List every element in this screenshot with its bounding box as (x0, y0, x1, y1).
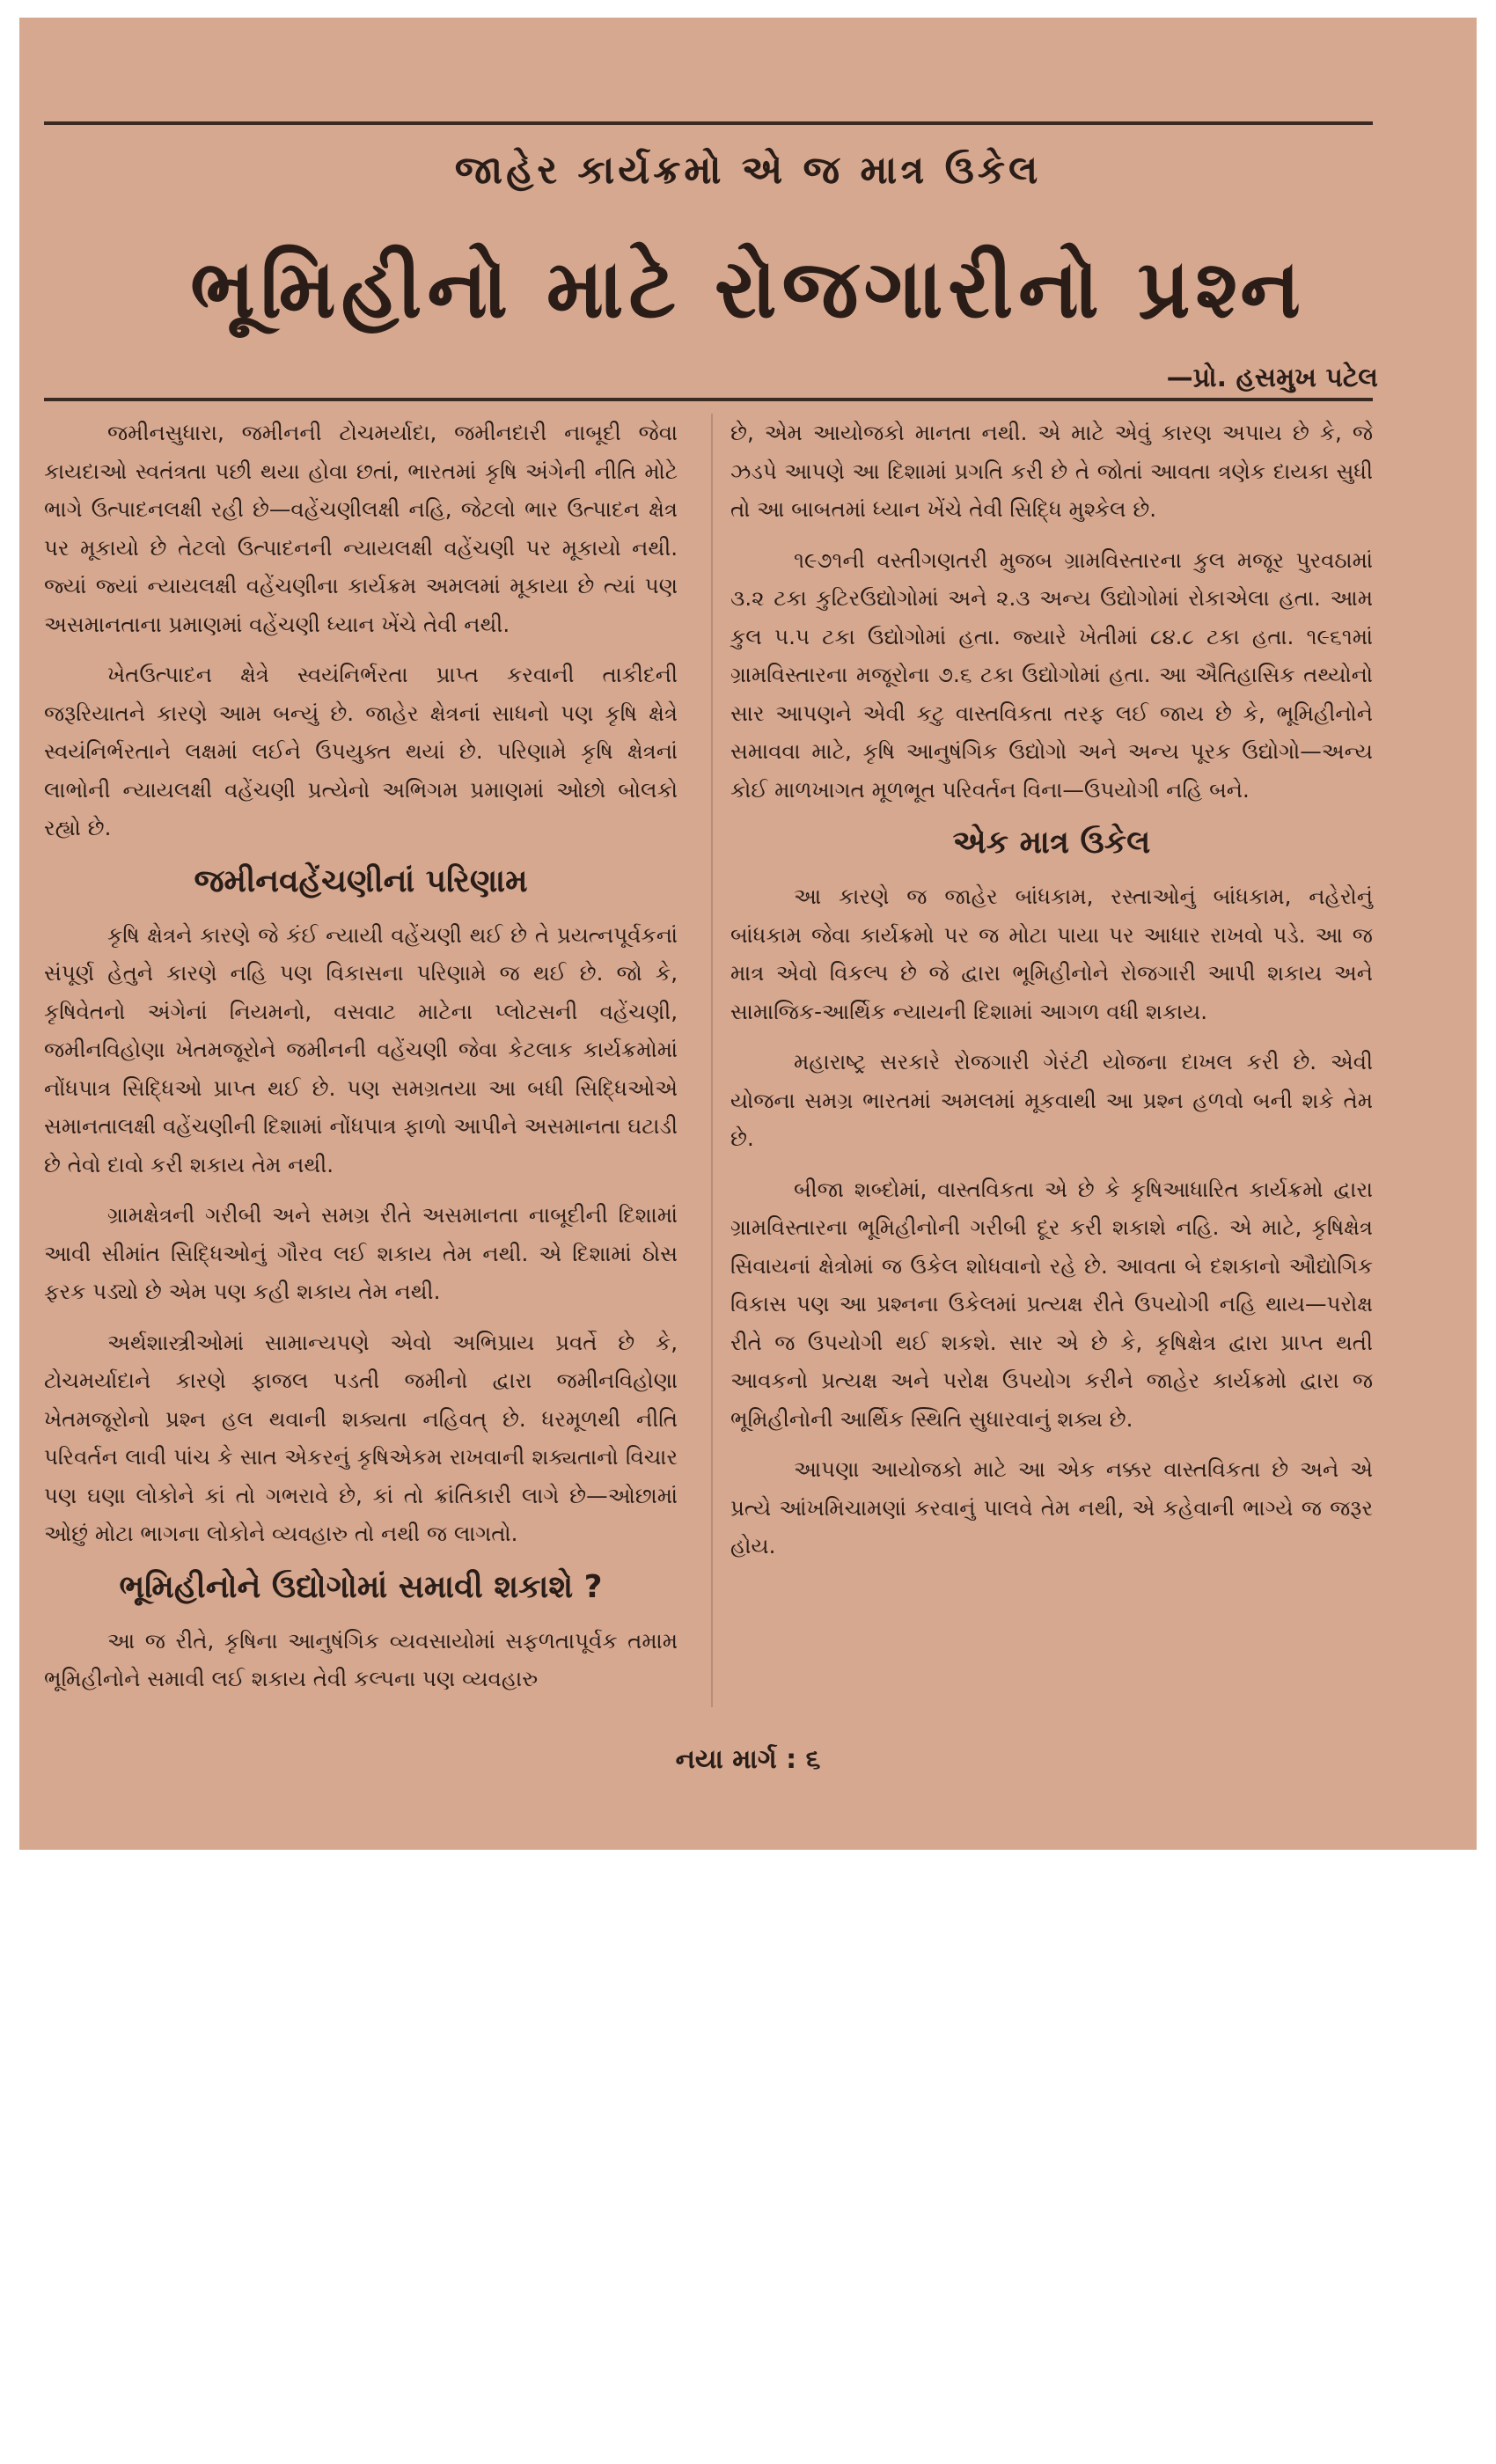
paragraph: ખેતઉત્પાદન ક્ષેત્રે સ્વયંનિર્ભરતા પ્રાપ્ત કરવાની તાકીદની જરૂરિયાતને કારણે આમ બન્યું છે. જાહેર ક્ષેત્રનાં સાધનો પણ કૃષિ ક્ષેત્રે સ્વયંનિર્ભરતાને લક્ષમાં લઈને ઉપયુક્ત થયાં છે. પરિણામે કૃષિ ક્ષેત્રનાં લાભોની ન્યાયલક્ષી વહેંચણી પ્રત્યેનો અભિગમ પ્રમાણમાં ઓછો બોલકો રહ્યો છે. (44, 662, 678, 840)
right-column (730, 414, 1373, 1578)
magazine-page (19, 18, 1477, 1850)
left-column (44, 414, 678, 1711)
paragraph: મહારાષ્ટ્ર સરકારે રોજગારી ગેરંટી યોજના દાખલ કરી છે. એવી યોજના સમગ્ર ભારતમાં અમલમાં મૂકવાથી આ પ્રશ્ન હળવો બની શકે તેમ છે. (730, 1049, 1373, 1151)
article-byline: —પ્રો. હસમુખ પટેલ (1166, 363, 1378, 393)
paragraph: આ કારણે જ જાહેર બાંધકામ, રસ્તાઓનું બાંધકામ, નહેરોનું બાંધકામ જેવા કાર્યક્રમો પર જ મોટા પાયા પર આધાર રાખવો પડે. આ જ માત્ર એવો વિકલ્પ છે જે દ્વારા ભૂમિહીનોને રોજગારી આપી શકાય અને સામાજિક-આર્થિક ન્યાયની દિશામાં આગળ વધી શકાય. (730, 884, 1373, 1024)
column-divider (711, 414, 713, 1707)
paragraph: આ જ રીતે, કૃષિના આનુષંગિક વ્યવસાયોમાં સફળતાપૂર્વક તમામ ભૂમિહીનોને સમાવી લઈ શકાય તેવી કલ્પના પણ વ્યવહારુ (44, 1627, 678, 1691)
section-heading: જમીનવહેંચણીનાં પરિણામ (194, 862, 528, 899)
paragraph: જમીનસુધારા, જમીનની ટોચમર્યાદા, જમીનદારી નાબૂદી જેવા કાયદાઓ સ્વતંત્રતા પછી થયા હોવા છતાં, ભારતમાં કૃષિ અંગેની નીતિ મોટે ભાગે ઉત્પાદનલક્ષી રહી છે—વહેંચણીલક્ષી નહિ, જેટલો ભાર ઉત્પાદન ક્ષેત્ર પર મૂકાયો છે તેટલો ઉત્પાદનની ન્યાયલક્ષી વહેંચણી પર મૂકાયો નથી. જ્યાં જ્યાં ન્યાયલક્ષી વહેંચણીના કાર્યક્રમ અમલમાં મૂકાયા છે ત્યાં પણ અસમાનતાના પ્રમાણમાં વહેંચણી ધ્યાન ખેંચે તેવી નથી. (44, 420, 678, 637)
paragraph: છે, એમ આયોજકો માનતા નથી. એ માટે એવું કારણ અપાય છે કે, જે ઝડપે આપણે આ દિશામાં પ્રગતિ કરી છે તે જોતાં આવતા ત્રણેક દાયકા સુધી તો આ બાબતમાં ધ્યાન ખેંચે તેવી સિદ્ધિ મુશ્કેલ છે. (730, 420, 1373, 522)
article-kicker: જાહેર કાર્યક્રમો એ જ માત્ર ઉકેલ (454, 148, 1042, 193)
paragraph: ૧૯૭૧ની વસ્તીગણતરી મુજબ ગ્રામવિસ્તારના કુલ મજૂર પુરવઠામાં ૩.૨ ટકા કુટિરઉદ્યોગોમાં અને ૨.૩ અન્ય ઉદ્યોગોમાં રોકાએલા હતા. આમ કુલ ૫.૫ ટકા ઉદ્યોગોમાં હતા. જ્યારે ખેતીમાં ૮૪.૮ ટકા હતા. ૧૯૬૧માં ગ્રામવિસ્તારના મજૂરોના ૭.૬ ટકા ઉદ્યોગોમાં હતા. આ ઐતિહાસિક તથ્યોનો સાર આપણને એવી કટુ વાસ્તવિકતા તરફ લઈ જાય છે કે, ભૂમિહીનોને સમાવવા માટે, કૃષિ આનુષંગિક ઉદ્યોગો અને અન્ય પૂરક ઉદ્યોગો—અન્ય કોઈ માળખાગત મૂળભૂત પરિવર્તન વિના—ઉપયોગી નહિ બને. (730, 546, 1373, 803)
paragraph: ગ્રામક્ષેત્રની ગરીબી અને સમગ્ર રીતે અસમાનતા નાબૂદીની દિશામાં આવી સીમાંત સિદ્ધિઓનું ગૌરવ લઈ શકાય તેમ નથી. એ દિશામાં ઠોસ ફરક પડ્યો છે એમ પણ કહી શકાય તેમ નથી. (44, 1202, 678, 1304)
section-heading: એક માત્ર ઉકેલ (952, 825, 1151, 861)
section-heading: ભૂમિહીનોને ઉદ્યોગોમાં સમાવી શકાશે ? (119, 1568, 603, 1605)
paragraph: બીજા શબ્દોમાં, વાસ્તવિકતા એ છે કે કૃષિઆધારિત કાર્યક્રમો દ્વારા ગ્રામવિસ્તારના ભૂમિહીનોની ગરીબી દૂર કરી શકાશે નહિ. એ માટે, કૃષિક્ષેત્ર સિવાયનાં ક્ષેત્રોમાં જ ઉકેલ શોધવાનો રહે છે. આવતા બે દશકાનો ઔદ્યોગિક વિકાસ પણ આ પ્રશ્નના ઉકેલમાં પ્રત્યક્ષ રીતે ઉપયોગી નહિ થાય—પરોક્ષ રીતે જ ઉપયોગી થઈ શકશે. સાર એ છે કે, કૃષિક્ષેત્ર દ્વારા પ્રાપ્ત થતી આવકનો પ્રત્યક્ષ અને પરોક્ષ ઉપયોગ કરીને જાહેર કાર્યક્રમો દ્વારા જ ભૂમિહીનોની આર્થિક સ્થિતિ સુધારવાનું શક્ય છે. (730, 1176, 1373, 1432)
top-rule (44, 121, 1373, 125)
paragraph: આપણા આયોજકો માટે આ એક નક્કર વાસ્તવિકતા છે અને એ પ્રત્યે આંખમિચામણાં કરવાનું પાલવે તેમ નથી, એ કહેવાની ભાગ્યે જ જરૂર હોય. (730, 1456, 1373, 1558)
paragraph: અર્થશાસ્ત્રીઓમાં સામાન્યપણે એવો અભિપ્રાય પ્રવર્તે છે કે, ટોચમર્યાદાને કારણે ફાજલ પડતી જમીનો દ્વારા જમીનવિહોણા ખેતમજૂરોનો પ્રશ્ન હલ થવાની શક્યતા નહિવત્ છે. ધરમૂળથી નીતિ પરિવર્તન લાવી પાંચ કે સાત એકરનું કૃષિએકમ રાખવાની શક્યતાનો વિચાર પણ ઘણા લોકોને કાં તો ગભરાવે છે, કાં તો ક્રાંતિકારી લાગે છે—ઓછામાં ઓછું મોટા ભાગના લોકોને વ્યવહારુ તો નથી જ લાગતો. (44, 1329, 678, 1546)
paragraph: કૃષિ ક્ષેત્રને કારણે જે કંઈ ન્યાયી વહેંચણી થઈ છે તે પ્રયત્નપૂર્વકનાં સંપૂર્ણ હેતુને કારણે નહિ પણ વિકાસના પરિણામે જ થઈ છે. જો કે, કૃષિવેતનો અંગેનાં નિયમનો, વસવાટ માટેના પ્લોટસની વહેંચણી, જમીનવિહોણા ખેતમજૂરોને જમીનની વહેંચણી જેવા કેટલાક કાર્યક્રમોમાં નોંધપાત્ર સિદ્ધિઓ પ્રાપ્ત થઈ છે. પણ સમગ્રતયા આ બધી સિદ્ધિઓએ સમાનતાલક્ષી વહેંચણીની દિશામાં નોંધપાત્ર ફાળો આપીને અસમાનતા ઘટાડી છે તેવો દાવો કરી શકાય તેમ નથી. (44, 921, 678, 1177)
article-title: ભૂમિહીનો માટે રોજગારીનો પ્રશ્ન (190, 242, 1306, 336)
headline-rule (44, 398, 1373, 401)
page-footer: નયા માર્ગ : ૬ (675, 1744, 821, 1775)
